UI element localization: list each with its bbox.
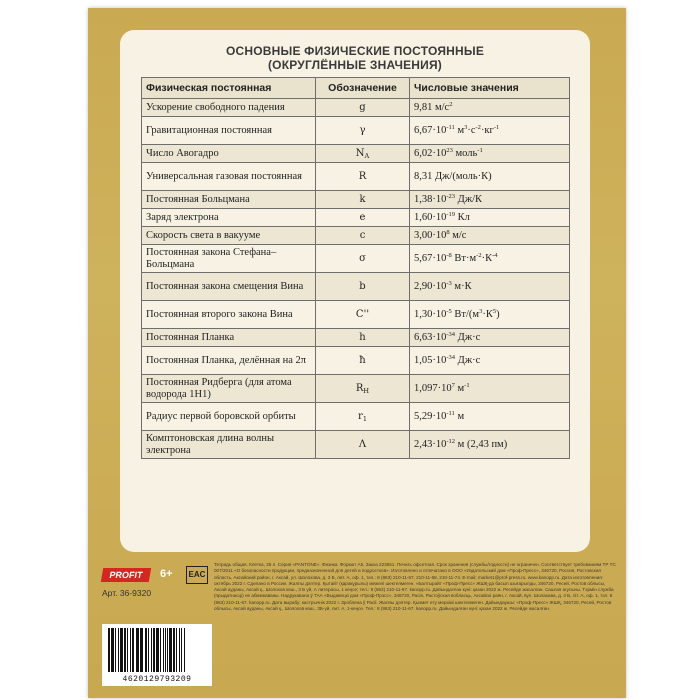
barcode-bar (163, 628, 164, 672)
fine-print: Тетрадь общая. Клетка, 36 л. Серия «PANTONE». Физика. Формат А5. Заказ 223651. Печать офсетная. Срок хранения (службы/годности) не ограничен. Соответствует требованиям ТР ТС 007/2011 «О безопасности продукции, предназначенной для детей и подростков». Изготовлено и отпечатано в ООО «Издательский дом «Проф-Пресс», 346720, Россия, Ростовская область, Аксайский район, г. Аксай, ул. Шолохова, д. 3 Б, лит. А, оф. 1, тел.: 8 (863) 210-11-67, 210-11-68, 210-11-74. E-mail: market1@prof-press.ru. www.kanopp.ru. Дата изготовления: октябрь 2022 г. Сделано в России. Жалпы дәптер. Қытайт (қаракұрылы) межелі шектелмеген. «Балтырайт «Проф-Пресс» ЖШҚ-да басып шығарылды, 346720, Ресей, Ростов облысы, Аксай ауданы, Аксай қ., Шолохов көш., 3 Б үй, А литерасы, 1 кеңсе; тел.: 8 (863) 210-11-67. kanopp.ru. Дайындалған күні: қазан 2022 ж. Ресейде жасалған. Сашгая агульны. Тэрмін служба (прыдатнасці) не абмежаваны. Надрукавана ў ТАА «Выдавецкі дом «Проф-Прэсс», 346720, Расія, Растоўская вобласць, Аксайскі раён, г. Аксай, вул. Шолахава, д. 3 Б, літ. А, оф. 1, тэл. 8 (863) 210-11-67. kanopp.ru. Дата вырабу: кастрычнік 2022 г. Зроблена ў Расіі. Жалпы дәптер. Қызмет ету мерзімі шектелмеген. Дайындаушы: «Проф-Пресс» ЖШҚ, 346720, Ресей, Ростов облысы, Аксай ауданы, Аксай қ., Шолохов көш., 3Б-үй, лит. А, 1-кеңсе. Тел.: 8 (863) 210-11-67. kanopp.ru. Дайындалған күні: қазан 2022 ж. Ресейде жасалған. (214, 562, 616, 612)
barcode-bar (127, 628, 128, 672)
header-value: Числовые значения (410, 78, 570, 99)
constant-symbol: e (316, 209, 410, 227)
barcode-bars (108, 628, 206, 672)
barcode-bar (151, 628, 152, 672)
table-row (142, 209, 570, 227)
page-subtitle: (ОКРУГЛЁННЫЕ ЗНАЧЕНИЯ) (267, 58, 443, 72)
constant-value: $6,02\cdot 10^{23}$ моль$^{-1}$ (410, 145, 570, 163)
barcode-bar (184, 628, 185, 672)
barcode-bar (115, 628, 116, 672)
barcode-bar (130, 628, 131, 672)
table-row (142, 227, 570, 245)
constant-name: Постоянная Планка, делённая на 2π (142, 347, 316, 375)
barcode-bar (173, 628, 175, 672)
barcode-bar (124, 628, 126, 672)
barcode (102, 624, 212, 686)
constant-name: Заряд электрона (142, 209, 316, 227)
barcode-bar (132, 628, 134, 672)
constant-name: Постоянная Планка (142, 329, 316, 347)
table-row (142, 403, 570, 431)
header-name: Физическая постоянная (142, 78, 316, 99)
table-row (142, 245, 570, 273)
barcode-bar (140, 628, 143, 672)
eac-mark: EAC (186, 566, 208, 584)
barcode-bar (181, 628, 182, 672)
table-row (142, 301, 570, 329)
constant-name: Постоянная второго закона Вина (142, 301, 316, 329)
constant-value: $2,90\cdot 10^{-3}$ м·К (410, 273, 570, 301)
constant-name: Ускорение свободного падения (142, 99, 316, 117)
constant-value: 8,31 Дж/(моль·К) (410, 163, 570, 191)
table-row (142, 163, 570, 191)
constant-name: Постоянная Больцмана (142, 191, 316, 209)
constant-value: $6,67\cdot 10^{-11}$ $м^3\cdot с^{-2}\cdot кг^{-1}$ (410, 117, 570, 145)
barcode-bar (176, 628, 177, 672)
constant-symbol: R (316, 163, 410, 191)
barcode-bar (108, 628, 110, 672)
table-row (142, 99, 570, 117)
barcode-bar (167, 628, 168, 672)
constant-name: Постоянная закона Стефана–Больцмана (142, 245, 316, 273)
brand-logo: PROFIT (101, 568, 151, 582)
barcode-bar (169, 628, 172, 672)
constant-name: Комптоновская длина волны электрона (142, 431, 316, 459)
constant-value: $1,30\cdot 10^{-5}$ $Вт/(м^3\cdot К^5)$ (410, 301, 570, 329)
table-row (142, 145, 570, 163)
constant-symbol: k (316, 191, 410, 209)
barcode-bar (111, 628, 114, 672)
barcode-bar (118, 628, 119, 672)
table-row (142, 191, 570, 209)
constant-symbol: c (316, 227, 410, 245)
table-header-row (142, 78, 570, 99)
table-row (142, 347, 570, 375)
constant-name: Постоянная закона смещения Вина (142, 273, 316, 301)
barcode-bar (136, 628, 139, 672)
footer (102, 560, 618, 690)
barcode-bar (179, 628, 180, 672)
constant-symbol: h (316, 329, 410, 347)
constants-card (120, 30, 590, 552)
constant-name: Число Авогадро (142, 145, 316, 163)
table-row (142, 431, 570, 459)
page-title: ОСНОВНЫЕ ФИЗИЧЕСКИЕ ПОСТОЯННЫЕ (225, 44, 485, 58)
header-symbol: Обозначение (316, 78, 410, 99)
table-row (142, 117, 570, 145)
constant-value: $3,00\cdot 10^8$ м/с (410, 227, 570, 245)
table-body (142, 99, 570, 459)
barcode-bar (148, 628, 149, 672)
constant-name: Универсальная газовая постоянная (142, 163, 316, 191)
barcode-bar (165, 628, 166, 672)
barcode-digits: 4620129793209 (122, 675, 192, 684)
constant-name: Радиус первой боровской орбиты (142, 403, 316, 431)
constant-value: 9,81 $м/с^2$ (410, 99, 570, 117)
constant-value: $2,43\cdot 10^{-12}$ м (2,43 пм) (410, 431, 570, 459)
constant-name: Постоянная Ридберга (для атома водорода 1Н1) (142, 375, 316, 403)
table-row (142, 273, 570, 301)
constant-value: $1,097\cdot 10^7$ $м^{-1}$ (410, 375, 570, 403)
constant-symbol: C'' (316, 301, 410, 329)
constant-symbol: $r_1$ (316, 403, 410, 431)
table-row (142, 329, 570, 347)
constants-table (141, 77, 570, 459)
constant-symbol: σ (316, 245, 410, 273)
constant-value: $1,60\cdot 10^{-19}$ Кл (410, 209, 570, 227)
age-rating: 6+ (160, 568, 173, 580)
constant-name: Скорость света в вакууме (142, 227, 316, 245)
constant-name: Гравитационная постоянная (142, 117, 316, 145)
barcode-bar (160, 628, 161, 672)
constant-symbol: $R_H$ (316, 375, 410, 403)
constant-symbol: g (316, 99, 410, 117)
constant-symbol: ħ (316, 347, 410, 375)
table-row (142, 375, 570, 403)
constant-symbol: b (316, 273, 410, 301)
constant-value: $1,38\cdot 10^{-23}$ Дж/К (410, 191, 570, 209)
barcode-bar (153, 628, 155, 672)
article-number: Арт. 36-9320 (102, 588, 152, 598)
constant-value: $5,67\cdot 10^{-8}$ $Вт\cdot м^{-2}\cdot К^{-4}$ (410, 245, 570, 273)
constant-value: $5,29\cdot 10^{-11}$ м (410, 403, 570, 431)
barcode-bar (145, 628, 147, 672)
constant-symbol: $N_A$ (316, 145, 410, 163)
constant-symbol: γ (316, 117, 410, 145)
barcode-bar (120, 628, 123, 672)
constant-symbol: Λ (316, 431, 410, 459)
constant-value: $6,63\cdot 10^{-34}$ Дж·с (410, 329, 570, 347)
barcode-bar (156, 628, 159, 672)
constant-value: $1,05\cdot 10^{-34}$ Дж·с (410, 347, 570, 375)
